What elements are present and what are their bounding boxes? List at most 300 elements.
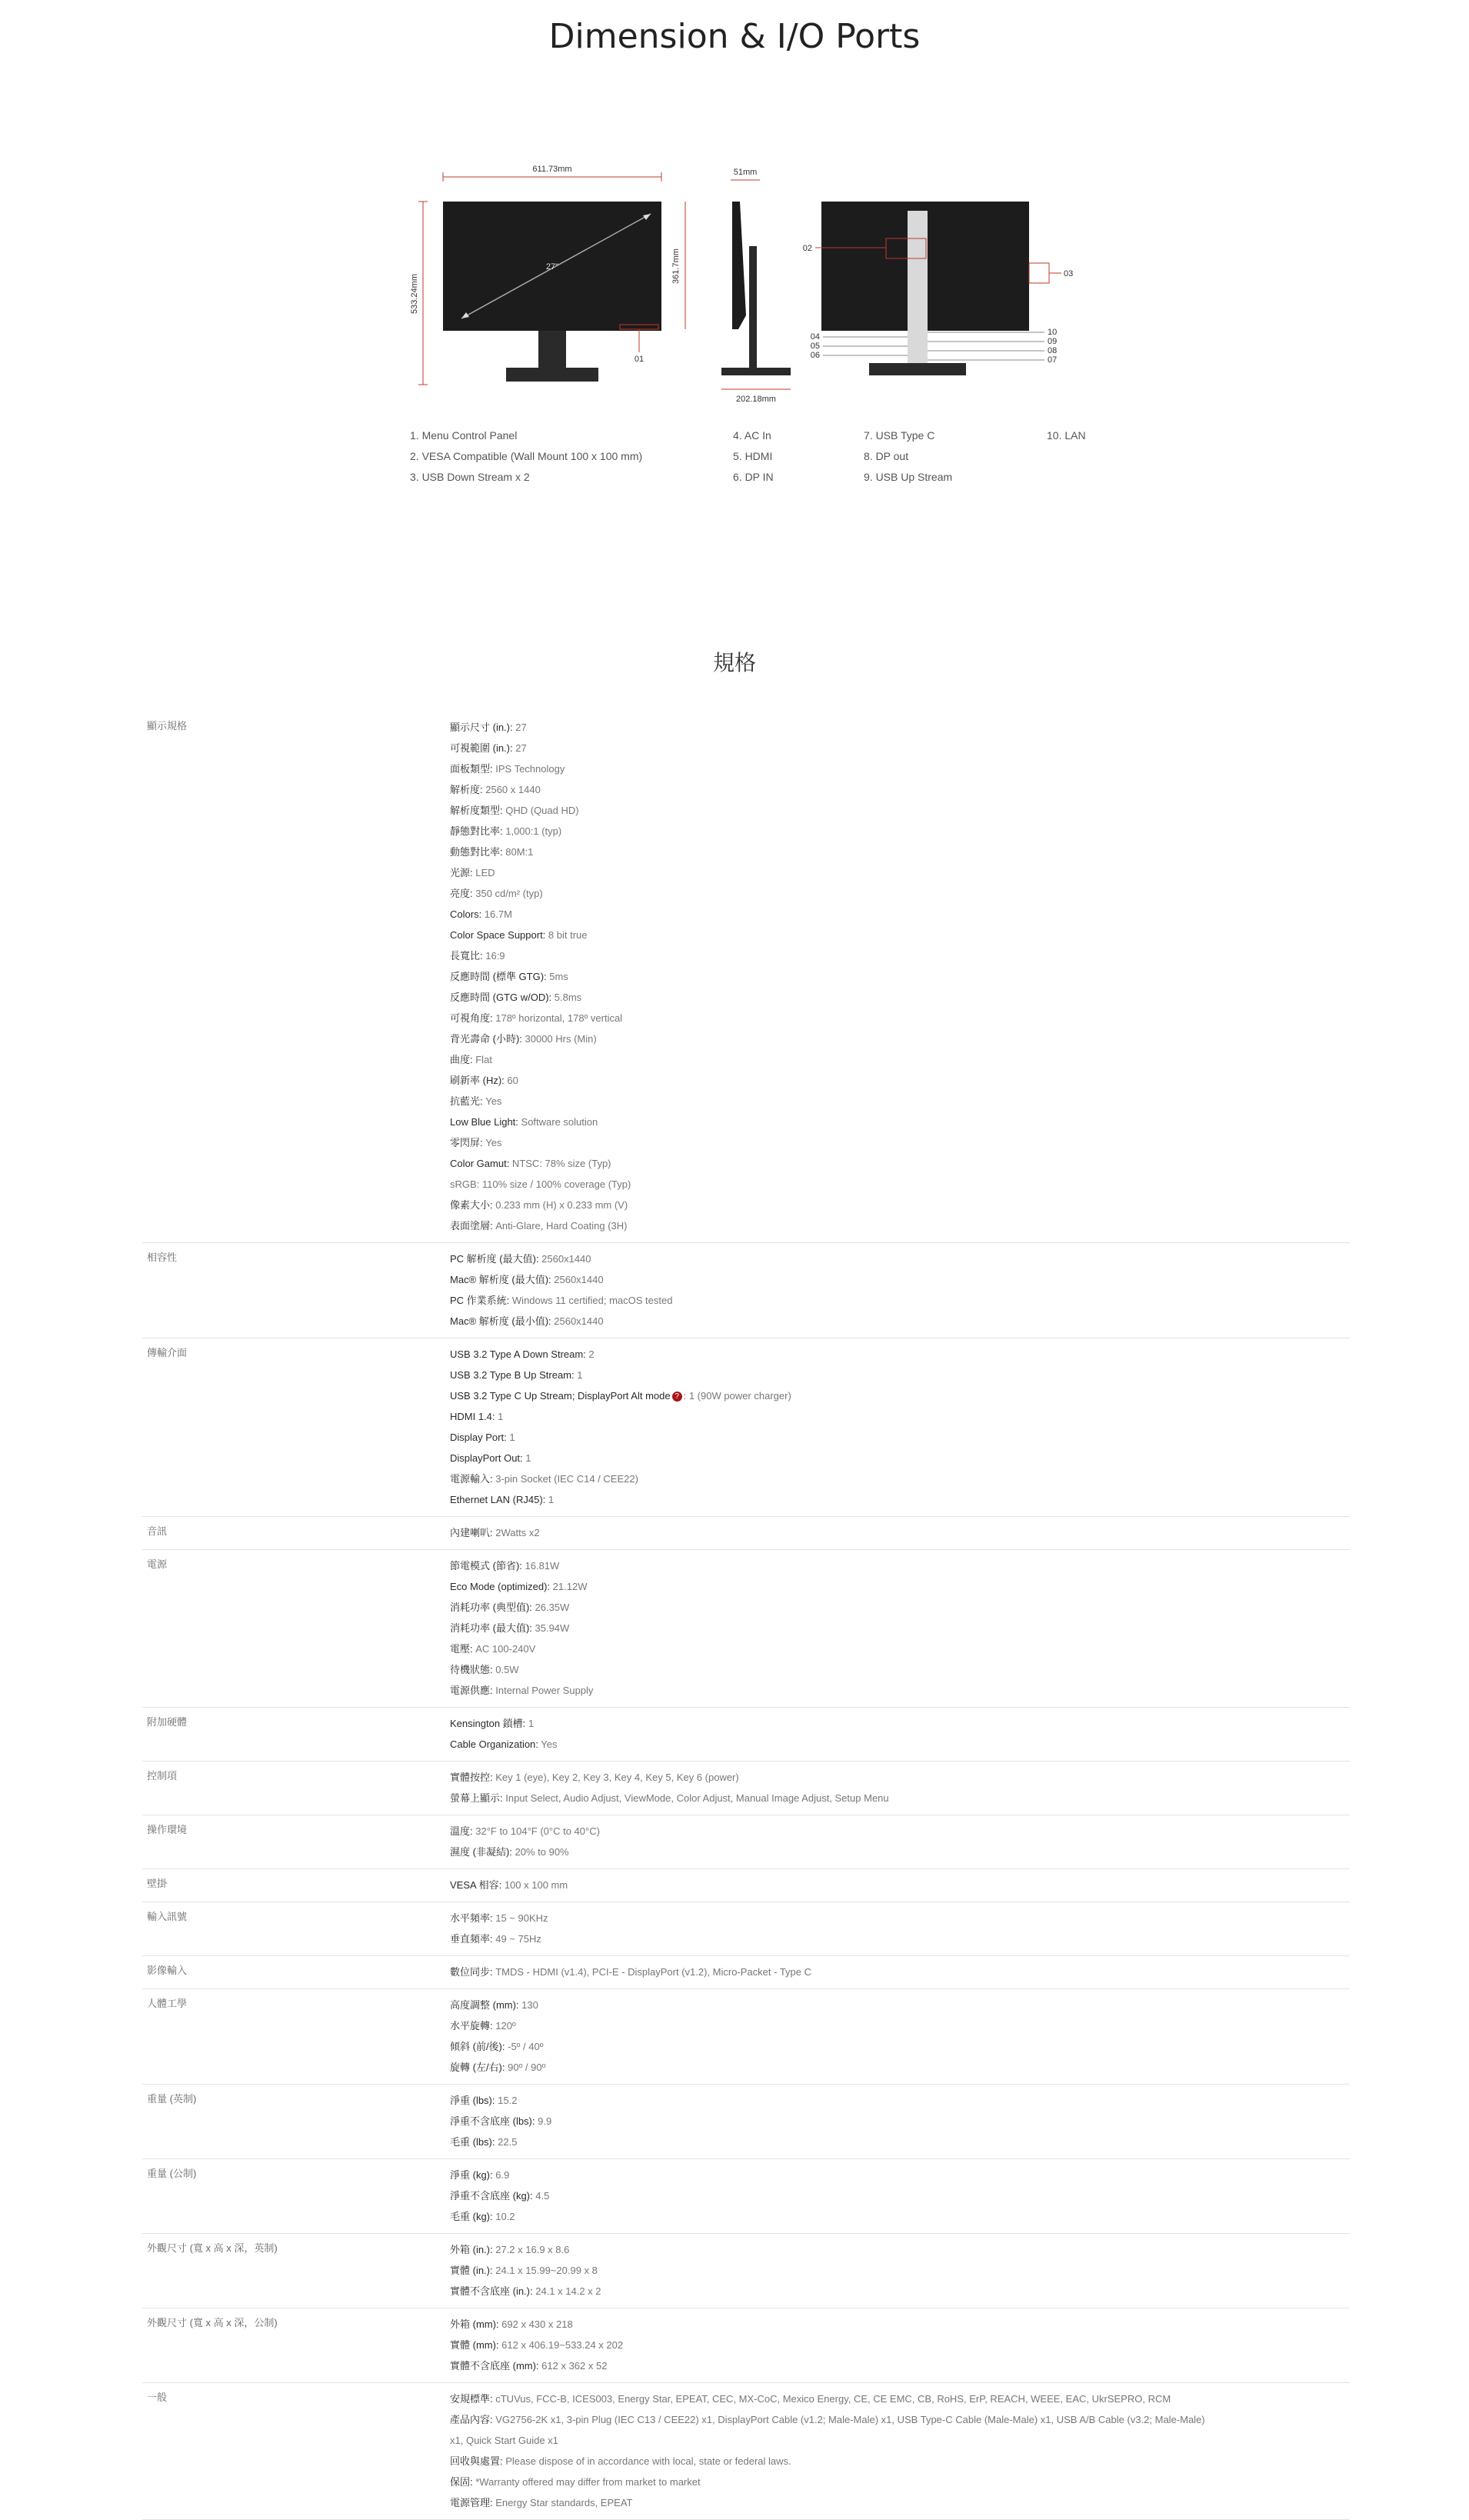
spec-value: 1 bbox=[525, 1718, 535, 1729]
spec-value: Yes bbox=[538, 1738, 558, 1750]
spec-item bbox=[450, 2409, 1219, 2451]
spec-category: 外觀尺寸 (寬 x 高 x 深，英制) bbox=[147, 2242, 278, 2254]
spec-item bbox=[450, 2057, 1350, 2078]
spec-label: 顯示尺寸 (in.): bbox=[450, 722, 513, 733]
spec-row bbox=[142, 712, 1350, 1243]
spec-value: 24.1 x 15.99~20.99 x 8 bbox=[492, 2265, 598, 2276]
spec-value: 1 bbox=[506, 1432, 515, 1443]
spec-value: Please dispose of in accordance with local, state or federal laws. bbox=[502, 2455, 791, 2467]
spec-item bbox=[450, 1070, 1350, 1091]
spec-category: 操作環境 bbox=[147, 1824, 188, 1835]
spec-label: 數位同步: bbox=[450, 1966, 493, 1978]
spec-item bbox=[450, 1195, 1350, 1215]
spec-value: 2560x1440 bbox=[551, 1315, 604, 1327]
spec-value: 612 x 362 x 52 bbox=[538, 2360, 608, 2372]
spec-label: 待機狀態: bbox=[450, 1664, 493, 1675]
spec-label: 消耗功率 (最大值): bbox=[450, 1622, 532, 1634]
spec-item bbox=[450, 1248, 1350, 1269]
spec-item bbox=[450, 2472, 1350, 2492]
spec-label: 水平頻率: bbox=[450, 1912, 493, 1924]
spec-value: Key 1 (eye), Key 2, Key 3, Key 4, Key 5, Key 6 (power) bbox=[492, 1772, 739, 1783]
spec-value: Input Select, Audio Adjust, ViewMode, Color Adjust, Manual Image Adjust, Setup Menu bbox=[502, 1792, 889, 1804]
spec-value: 60 bbox=[504, 1075, 518, 1086]
callout-07: 07 bbox=[1048, 355, 1058, 365]
spec-row bbox=[142, 2234, 1350, 2308]
spec-label: 反應時間 (GTG w/OD): bbox=[450, 992, 552, 1003]
spec-item bbox=[450, 1576, 1350, 1597]
spec-item bbox=[450, 2036, 1350, 2057]
spec-item bbox=[450, 1448, 1350, 1468]
spec-label: Kensington 鎖槽: bbox=[450, 1718, 526, 1729]
height-label: 533.24mm bbox=[410, 274, 419, 314]
spec-value: 100 x 100 mm bbox=[501, 1879, 568, 1891]
spec-item bbox=[450, 2260, 1350, 2281]
spec-item bbox=[450, 2132, 1350, 2152]
spec-item bbox=[450, 966, 1350, 987]
spec-item bbox=[450, 2451, 1350, 2472]
specs-title: 規格 bbox=[712, 650, 756, 675]
spec-item bbox=[450, 1734, 1350, 1755]
spec-label: Ethernet LAN (RJ45): bbox=[450, 1494, 546, 1505]
spec-category: 附加硬體 bbox=[147, 1716, 188, 1728]
legend-column-1 bbox=[410, 425, 642, 488]
spec-items bbox=[450, 1869, 1350, 1902]
spec-value: 178º horizontal, 178º vertical bbox=[492, 1012, 623, 1024]
callout-03: 03 bbox=[1064, 269, 1074, 278]
spec-value: 27 bbox=[512, 722, 527, 733]
spec-label: 水平旋轉: bbox=[450, 2020, 493, 2032]
spec-label: 背光壽命 (小時): bbox=[450, 1033, 522, 1045]
spec-value: 0.5W bbox=[492, 1664, 519, 1675]
spec-item bbox=[450, 1311, 1350, 1332]
spec-value: 16:9 bbox=[482, 950, 505, 962]
spec-value: 27.2 x 16.9 x 8.6 bbox=[492, 2244, 570, 2255]
spec-item bbox=[450, 779, 1350, 800]
spec-value: 24.1 x 14.2 x 2 bbox=[532, 2285, 601, 2297]
spec-item bbox=[450, 1153, 1350, 1174]
spec-label: 毛重 (kg): bbox=[450, 2211, 493, 2222]
spec-label: Eco Mode (optimized): bbox=[450, 1581, 551, 1592]
spec-value: Internal Power Supply bbox=[492, 1685, 594, 1696]
callout-09: 09 bbox=[1048, 337, 1058, 346]
spec-label: Color Space Support: bbox=[450, 929, 546, 941]
callout-06: 06 bbox=[810, 351, 820, 360]
spec-item bbox=[450, 945, 1350, 966]
spec-category: 一般 bbox=[147, 2392, 168, 2403]
spec-value: 35.94W bbox=[531, 1622, 570, 1634]
spec-label: 解析度: bbox=[450, 784, 483, 795]
spec-value: 22.5 bbox=[495, 2136, 518, 2148]
spec-item bbox=[450, 2314, 1350, 2335]
spec-category: 影像輸入 bbox=[147, 1965, 188, 1976]
spec-category: 重量 (英制) bbox=[147, 2093, 197, 2105]
spec-items bbox=[450, 712, 1350, 1242]
spec-value: 612 x 406.19~533.24 x 202 bbox=[498, 2339, 624, 2351]
spec-label: 高度調整 (mm): bbox=[450, 1999, 519, 2011]
spec-value: 0.233 mm (H) x 0.233 mm (V) bbox=[492, 1199, 628, 1211]
legend-item: 8. DP out bbox=[864, 450, 909, 462]
spec-item bbox=[450, 2388, 1350, 2409]
legend-column-2 bbox=[733, 425, 774, 488]
spec-items bbox=[450, 1902, 1350, 1955]
spec-item bbox=[450, 2090, 1350, 2111]
side-depth-label: 51mm bbox=[733, 168, 758, 177]
spec-item bbox=[450, 2111, 1350, 2132]
spec-label: 濕度 (非凝結): bbox=[450, 1846, 512, 1858]
spec-value: QHD (Quad HD) bbox=[502, 805, 579, 816]
screen-size-label: 27" bbox=[545, 262, 559, 272]
spec-item bbox=[450, 1908, 1350, 1928]
spec-label: 動態對比率: bbox=[450, 846, 503, 858]
spec-label: 淨重 (lbs): bbox=[450, 2095, 495, 2106]
spec-item bbox=[450, 738, 1350, 758]
spec-label: 淨重不含底座 (lbs): bbox=[450, 2115, 535, 2127]
spec-item bbox=[450, 2335, 1350, 2355]
spec-label: 安規標準: bbox=[450, 2393, 493, 2405]
legend-item: 2. VESA Compatible (Wall Mount 100 x 100 mm) bbox=[410, 450, 643, 462]
spec-value: 8 bit true bbox=[545, 929, 588, 941]
spec-label: 可視角度: bbox=[450, 1012, 493, 1024]
spec-row bbox=[142, 2383, 1350, 2520]
callout-10: 10 bbox=[1048, 328, 1058, 337]
side-height-label: 361.7mm bbox=[671, 248, 681, 284]
spec-value: 21.12W bbox=[550, 1581, 588, 1592]
spec-value: *Warranty offered may differ from market to market bbox=[472, 2476, 701, 2488]
spec-item bbox=[450, 883, 1350, 904]
spec-value: sRGB: 110% size / 100% coverage (Typ) bbox=[450, 1178, 631, 1190]
spec-category: 控制項 bbox=[147, 1770, 178, 1782]
spec-value: 350 cd/m² (typ) bbox=[472, 888, 543, 899]
width-label: 611.73mm bbox=[532, 165, 572, 174]
legend-item: 5. HDMI bbox=[733, 450, 773, 462]
spec-label: 曲度: bbox=[450, 1054, 473, 1065]
spec-item bbox=[450, 1028, 1350, 1049]
spec-items bbox=[450, 2308, 1350, 2382]
spec-label: 亮度: bbox=[450, 888, 473, 899]
spec-label: 回收與處置: bbox=[450, 2455, 503, 2467]
spec-label: PC 解析度 (最大值): bbox=[450, 1253, 539, 1265]
spec-label: 電源輸入: bbox=[450, 1473, 493, 1485]
spec-label: 外箱 (in.): bbox=[450, 2244, 493, 2255]
spec-category: 輸入訊號 bbox=[147, 1911, 188, 1922]
spec-label: 毛重 (lbs): bbox=[450, 2136, 495, 2148]
spec-value: 5ms bbox=[546, 971, 568, 982]
callout-08: 08 bbox=[1048, 346, 1058, 355]
spec-value: -5º / 40º bbox=[505, 2041, 544, 2052]
spec-value: 1 bbox=[545, 1494, 555, 1505]
spec-item bbox=[450, 1555, 1350, 1576]
spec-value: VG2756-2K x1, 3-pin Plug (IEC C13 / CEE22) x1, DisplayPort Cable (v1.2; Male-Male) x1, USB Type-C Cable (Male-Male) x1, USB A/B Cable (v3.2; Male-Male) x1, Quick Start Guide x1 bbox=[450, 2414, 1205, 2446]
spec-value: 15 ~ 90KHz bbox=[492, 1912, 548, 1924]
spec-value: 1,000:1 (typ) bbox=[502, 825, 562, 837]
spec-item bbox=[450, 904, 1350, 925]
spec-value: 16.81W bbox=[521, 1560, 560, 1572]
spec-item bbox=[450, 1767, 1350, 1788]
spec-category: 人體工學 bbox=[147, 1998, 188, 2009]
spec-value: 2Watts x2 bbox=[492, 1527, 540, 1538]
spec-value: Software solution bbox=[518, 1116, 598, 1128]
spec-row bbox=[142, 1550, 1350, 1708]
spec-item bbox=[450, 758, 1350, 779]
spec-label: 溫度: bbox=[450, 1825, 473, 1837]
spec-item bbox=[450, 1427, 1350, 1448]
spec-value: 130 bbox=[518, 1999, 538, 2011]
spec-value: 120º bbox=[492, 2020, 516, 2032]
spec-value: 3-pin Socket (IEC C14 / CEE22) bbox=[492, 1473, 638, 1485]
spec-item bbox=[450, 1962, 1350, 1982]
spec-item bbox=[450, 1008, 1350, 1028]
spec-label: 可視範圍 (in.): bbox=[450, 742, 513, 754]
spec-label: 節電模式 (節省): bbox=[450, 1560, 522, 1572]
spec-row bbox=[142, 2085, 1350, 2159]
spec-item bbox=[450, 1049, 1350, 1070]
spec-label: 淨重不含底座 (kg): bbox=[450, 2190, 533, 2202]
spec-label: USB 3.2 Type C Up Stream; DisplayPort Alt mode bbox=[450, 1390, 671, 1402]
spec-category: 外觀尺寸 (寬 x 高 x 深，公制) bbox=[147, 2317, 278, 2328]
spec-value: 26.35W bbox=[531, 1602, 570, 1613]
info-icon[interactable]: ? bbox=[672, 1392, 682, 1402]
spec-row bbox=[142, 1243, 1350, 1338]
spec-value: 90º / 90º bbox=[505, 2062, 546, 2073]
spec-items bbox=[450, 2383, 1350, 2519]
legend-item: 6. DP IN bbox=[733, 471, 774, 483]
spec-item bbox=[450, 1365, 1350, 1385]
spec-label: 內建喇叭: bbox=[450, 1527, 493, 1538]
spec-label: 電壓: bbox=[450, 1643, 473, 1655]
dimension-drawing bbox=[400, 162, 1077, 415]
spec-row bbox=[142, 1956, 1350, 1989]
spec-item bbox=[450, 925, 1350, 945]
front-view bbox=[410, 165, 661, 385]
spec-row bbox=[142, 1517, 1350, 1550]
spec-item bbox=[450, 1788, 1350, 1808]
spec-value: 1 bbox=[574, 1369, 583, 1381]
spec-label: 實體 (mm): bbox=[450, 2339, 499, 2351]
spec-value: 2 bbox=[585, 1348, 595, 1360]
spec-label: 零閃屏: bbox=[450, 1137, 483, 1148]
spec-value: TMDS - HDMI (v1.4), PCI-E - DisplayPort (v1.2), Micro-Packet - Type C bbox=[492, 1966, 812, 1978]
spec-value: 2560x1440 bbox=[551, 1274, 604, 1285]
spec-item bbox=[450, 1174, 1350, 1195]
spec-value: Flat bbox=[472, 1054, 492, 1065]
spec-row bbox=[142, 1902, 1350, 1956]
spec-value: 5.8ms bbox=[551, 992, 582, 1003]
spec-label: 電源供應: bbox=[450, 1685, 493, 1696]
spec-value: Anti-Glare, Hard Coating (3H) bbox=[492, 1220, 628, 1232]
spec-label: 消耗功率 (典型值): bbox=[450, 1602, 532, 1613]
spec-value: 49 ~ 75Hz bbox=[492, 1933, 541, 1945]
spec-items bbox=[450, 2234, 1350, 2308]
spec-item bbox=[450, 1875, 1350, 1895]
spec-value: NTSC: 78% size (Typ) bbox=[509, 1158, 611, 1169]
spec-label: HDMI 1.4: bbox=[450, 1411, 495, 1422]
spec-item bbox=[450, 1385, 1350, 1406]
spec-row bbox=[142, 1338, 1350, 1517]
spec-label: Mac® 解析度 (最大值): bbox=[450, 1274, 551, 1285]
spec-item bbox=[450, 1618, 1350, 1638]
spec-label: 保固: bbox=[450, 2476, 473, 2488]
spec-value: Energy Star standards, EPEAT bbox=[492, 2497, 633, 2508]
spec-value: 692 x 430 x 218 bbox=[498, 2318, 573, 2330]
spec-value: AC 100-240V bbox=[472, 1643, 536, 1655]
spec-value: 30000 Hrs (Min) bbox=[521, 1033, 597, 1045]
spec-item bbox=[450, 1638, 1350, 1659]
spec-label: 外箱 (mm): bbox=[450, 2318, 499, 2330]
spec-item bbox=[450, 1522, 1350, 1543]
spec-label: 像素大小: bbox=[450, 1199, 493, 1211]
spec-label: 垂直頻率: bbox=[450, 1933, 493, 1945]
spec-item bbox=[450, 1821, 1350, 1842]
spec-label: 實體 (in.): bbox=[450, 2265, 493, 2276]
spec-item bbox=[450, 1468, 1350, 1489]
spec-item bbox=[450, 2015, 1350, 2036]
legend-item: 7. USB Type C bbox=[864, 429, 935, 442]
spec-value: LED bbox=[472, 867, 495, 878]
spec-value: 20% to 90% bbox=[511, 1846, 569, 1858]
spec-item bbox=[450, 1659, 1350, 1680]
spec-category: 顯示規格 bbox=[147, 720, 188, 732]
spec-item bbox=[450, 987, 1350, 1008]
spec-label: DisplayPort Out: bbox=[450, 1452, 523, 1464]
spec-label: 解析度類型: bbox=[450, 805, 503, 816]
spec-value: Yes bbox=[482, 1095, 502, 1107]
spec-row bbox=[142, 2159, 1350, 2234]
spec-item bbox=[450, 2185, 1350, 2206]
spec-label: 淨重 (kg): bbox=[450, 2169, 493, 2181]
spec-value: IPS Technology bbox=[492, 763, 565, 775]
spec-value: 4.5 bbox=[532, 2190, 550, 2202]
spec-label: Display Port: bbox=[450, 1432, 507, 1443]
spec-row bbox=[142, 2308, 1350, 2383]
spec-label: PC 作業系統: bbox=[450, 1295, 510, 1306]
spec-category: 傳輸介面 bbox=[147, 1347, 188, 1358]
spec-label: 面板類型: bbox=[450, 763, 493, 775]
spec-item bbox=[450, 2281, 1350, 2302]
spec-label: 反應時間 (標準 GTG): bbox=[450, 971, 547, 982]
spec-item bbox=[450, 1842, 1350, 1862]
spec-item bbox=[450, 800, 1350, 821]
spec-items bbox=[450, 1243, 1350, 1338]
spec-label: 旋轉 (左/右): bbox=[450, 2062, 505, 2073]
spec-category: 音訊 bbox=[147, 1525, 168, 1537]
spec-item bbox=[450, 2239, 1350, 2260]
spec-label: 刷新率 (Hz): bbox=[450, 1075, 505, 1086]
spec-value: cTUVus, FCC-B, ICES003, Energy Star, EPEAT, CEC, MX-CoC, Mexico Energy, CE, CE EMC, CB, RoHS, ErP, REACH, WEEE, EAC, UkrSEPRO, RCM bbox=[492, 2393, 1171, 2405]
monitor-stand-base bbox=[506, 368, 598, 382]
spec-item bbox=[450, 1112, 1350, 1132]
back-view bbox=[803, 202, 1074, 375]
spec-label: 產品內容: bbox=[450, 2414, 493, 2425]
spec-item bbox=[450, 821, 1350, 842]
spec-items bbox=[450, 1956, 1350, 1988]
spec-items bbox=[450, 1762, 1350, 1815]
spec-item bbox=[450, 1132, 1350, 1153]
spec-label: 長寬比: bbox=[450, 950, 483, 962]
spec-item bbox=[450, 1290, 1350, 1311]
callout-04: 04 bbox=[810, 332, 820, 342]
legend-item: 10. LAN bbox=[1047, 429, 1086, 442]
port-legend bbox=[410, 425, 1102, 487]
dimension-diagram bbox=[400, 162, 1077, 415]
spec-label: 表面塗層: bbox=[450, 1220, 493, 1232]
spec-item bbox=[450, 1928, 1350, 1949]
callout-05: 05 bbox=[810, 342, 820, 351]
spec-category: 電源 bbox=[147, 1558, 168, 1570]
spec-category: 相容性 bbox=[147, 1252, 178, 1263]
spec-label: 靜態對比率: bbox=[450, 825, 503, 837]
spec-item bbox=[450, 2165, 1350, 2185]
spec-items bbox=[450, 1708, 1350, 1761]
spec-value: 15.2 bbox=[495, 2095, 518, 2106]
spec-label: USB 3.2 Type A Down Stream: bbox=[450, 1348, 586, 1360]
specs-table bbox=[142, 712, 1350, 2520]
spec-item bbox=[450, 1215, 1350, 1236]
spec-item bbox=[450, 1091, 1350, 1112]
spec-items bbox=[450, 1989, 1350, 2084]
legend-item: 3. USB Down Stream x 2 bbox=[410, 471, 530, 483]
spec-value: 6.9 bbox=[492, 2169, 510, 2181]
legend-item: 4. AC In bbox=[733, 429, 771, 442]
spec-label: Color Gamut: bbox=[450, 1158, 510, 1169]
spec-item bbox=[450, 1713, 1350, 1734]
spec-value: 1 bbox=[495, 1411, 504, 1422]
spec-value: Windows 11 certified; macOS tested bbox=[509, 1295, 673, 1306]
spec-value: 2560 x 1440 bbox=[482, 784, 541, 795]
spec-item bbox=[450, 1269, 1350, 1290]
spec-item bbox=[450, 2355, 1350, 2376]
side-view bbox=[671, 168, 791, 404]
spec-value: Yes bbox=[482, 1137, 502, 1148]
spec-value: 1 bbox=[522, 1452, 531, 1464]
spec-value: 9.9 bbox=[535, 2115, 552, 2127]
spec-value: : 1 (90W power charger) bbox=[683, 1390, 791, 1402]
spec-value: 32°F to 104°F (0°C to 40°C) bbox=[472, 1825, 600, 1837]
spec-label: 實體不含底座 (in.): bbox=[450, 2285, 533, 2297]
spec-value: 10.2 bbox=[492, 2211, 515, 2222]
spec-item bbox=[450, 842, 1350, 862]
spec-items bbox=[450, 2085, 1350, 2158]
spec-label: 實體不含底座 (mm): bbox=[450, 2360, 539, 2372]
callout-01: 01 bbox=[634, 355, 645, 364]
spec-item bbox=[450, 1597, 1350, 1618]
spec-value: 16.7M bbox=[481, 908, 512, 920]
legend-item: 9. USB Up Stream bbox=[864, 471, 953, 483]
spec-items bbox=[450, 1338, 1350, 1516]
spec-label: Mac® 解析度 (最小值): bbox=[450, 1315, 551, 1327]
spec-item bbox=[450, 862, 1350, 883]
spec-label: 光源: bbox=[450, 867, 473, 878]
spec-label: 實體按控: bbox=[450, 1772, 493, 1783]
spec-label: 抗藍光: bbox=[450, 1095, 483, 1107]
spec-row bbox=[142, 1762, 1350, 1815]
spec-item bbox=[450, 1489, 1350, 1510]
spec-category: 壁掛 bbox=[147, 1878, 168, 1889]
spec-item bbox=[450, 1995, 1350, 2015]
callout-02: 02 bbox=[802, 244, 812, 253]
monitor-stand-neck bbox=[538, 331, 566, 369]
spec-label: 螢幕上顯示: bbox=[450, 1792, 503, 1804]
spec-label: Low Blue Light: bbox=[450, 1116, 518, 1128]
spec-label: VESA 相容: bbox=[450, 1879, 502, 1891]
spec-row bbox=[142, 1708, 1350, 1762]
spec-item bbox=[450, 2206, 1350, 2227]
spec-item bbox=[450, 717, 1350, 738]
spec-item bbox=[450, 1344, 1350, 1365]
spec-category: 重量 (公制) bbox=[147, 2168, 197, 2179]
spec-value: 80M:1 bbox=[502, 846, 534, 858]
spec-items bbox=[450, 1517, 1350, 1549]
spec-item bbox=[450, 1680, 1350, 1701]
